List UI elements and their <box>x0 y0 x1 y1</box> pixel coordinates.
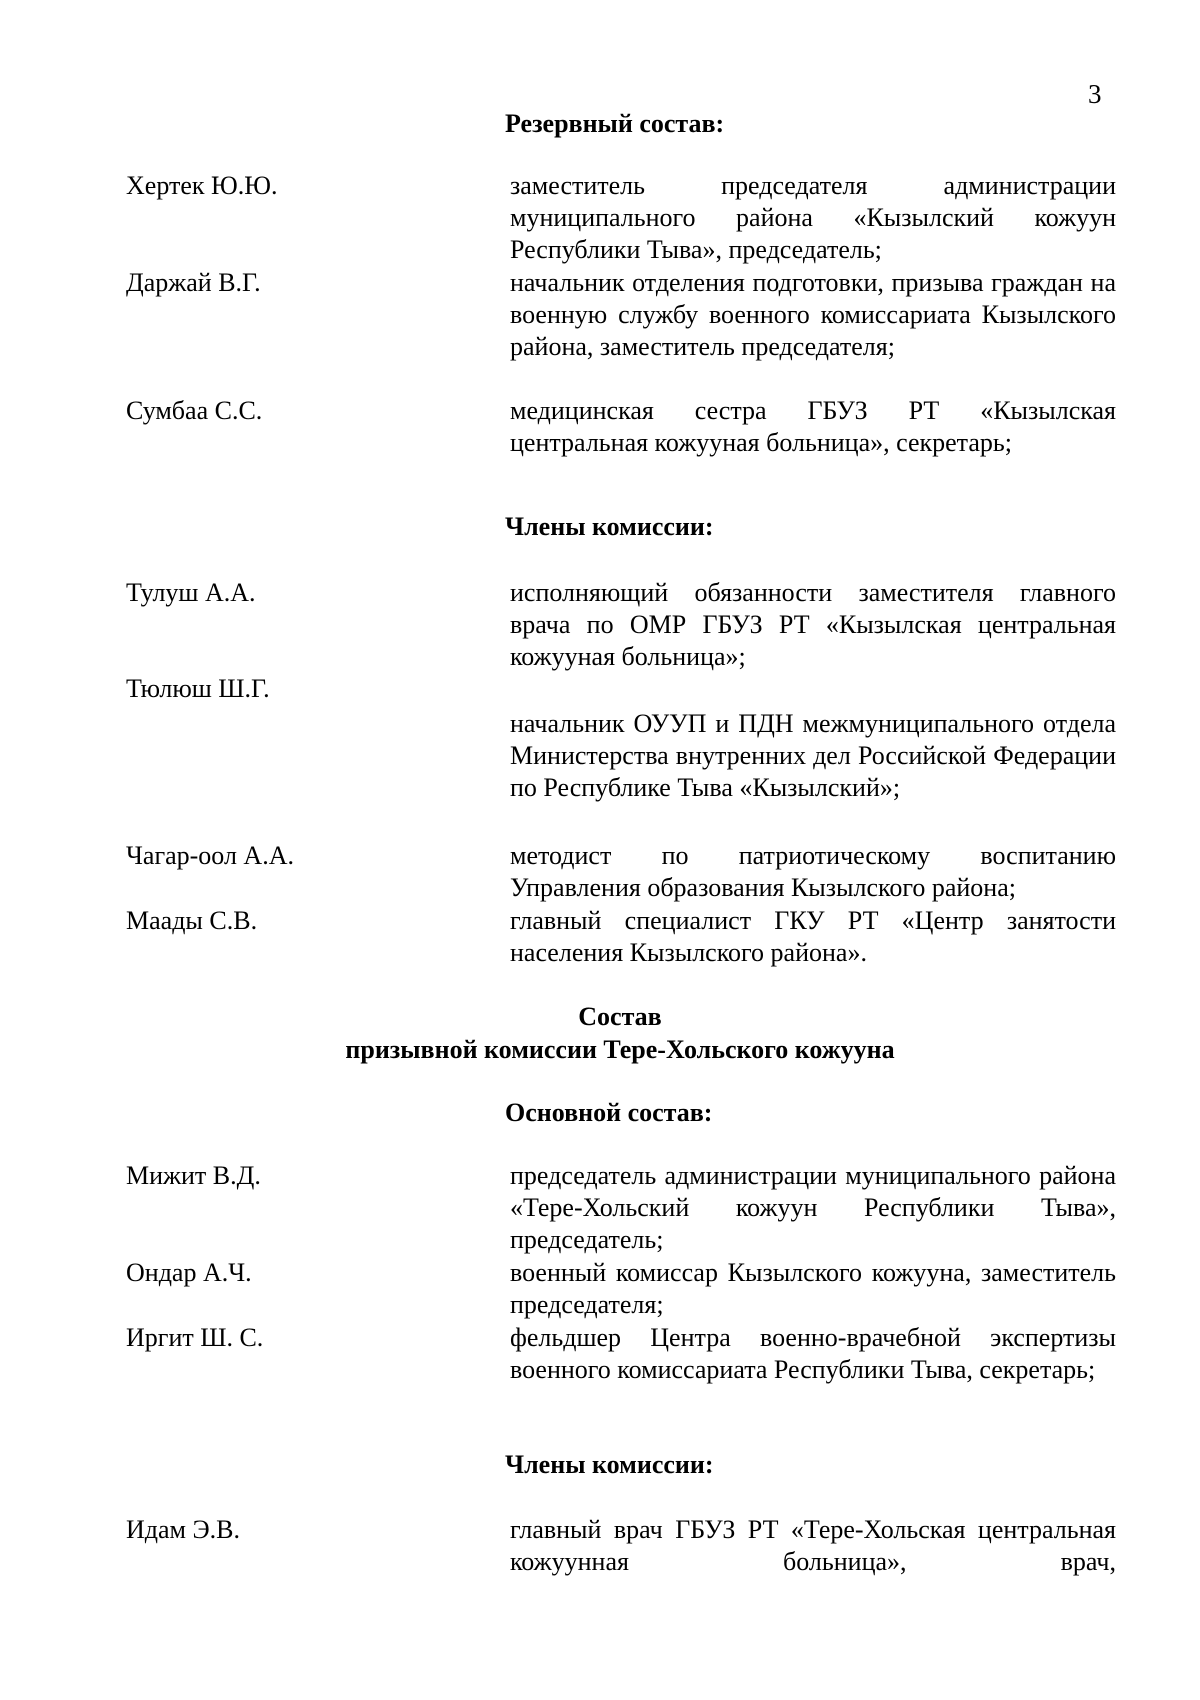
reserve-heading: Резервный состав: <box>505 109 725 138</box>
member-name: Даржай В.Г. <box>126 268 261 297</box>
member-description: медицинская сестра ГБУЗ РТ «Кызылская центральная кожууная больница», секретарь; <box>510 396 1116 457</box>
member-name: Тюлюш Ш.Г. <box>126 674 270 703</box>
member-name: Идам Э.В. <box>126 1515 241 1544</box>
member-description: заместитель председателя администрации муниципального района «Кызылский кожуун Республики Тыва», председатель; <box>510 171 1116 264</box>
member-description: председатель администрации муниципального района «Тере-Хольский кожуун Республики Тыва», председатель; <box>510 1161 1116 1254</box>
member-description: начальник ОУУП и ПДН межмуниципального отдела Министерства внутренних дел Российской Федерации по Республике Тыва «Кызылский»; <box>510 709 1116 802</box>
member-description: военный комиссар Кызылского кожууна, заместитель председателя; <box>510 1258 1116 1319</box>
member-description: главный специалист ГКУ РТ «Центр занятости населения Кызылского района». <box>510 906 1116 967</box>
member-description: главный врач ГБУЗ РТ «Тере-Хольская центральная кожуунная больница», врач, <box>510 1515 1116 1576</box>
member-name: Иргит Ш. С. <box>126 1323 264 1352</box>
member-name: Маады С.В. <box>126 906 258 935</box>
section-title <box>0 1000 1200 1066</box>
page-number: 3 <box>1088 79 1102 109</box>
member-description: фельдшер Центра военно-врачебной экспертизы военного комиссариата Республики Тыва, секретарь; <box>510 1323 1116 1384</box>
member-name: Тулуш А.А. <box>126 578 256 607</box>
members-heading: Члены комиссии: <box>505 512 714 541</box>
main-heading: Основной состав: <box>505 1098 713 1127</box>
section-title-line-1: Состав <box>578 1002 662 1031</box>
member-name: Сумбаа С.С. <box>126 396 263 425</box>
member-name: Хертек Ю.Ю. <box>126 171 278 200</box>
member-name: Мижит В.Д. <box>126 1161 261 1190</box>
members-heading: Члены комиссии: <box>505 1450 714 1479</box>
member-description: исполняющий обязанности заместителя главного врача по ОМР ГБУЗ РТ «Кызылская центральная кожууная больница»; <box>510 578 1116 671</box>
member-description: начальник отделения подготовки, призыва граждан на военную службу военного комиссариата Кызылского района, заместитель председателя; <box>510 268 1116 361</box>
member-description: методист по патриотическому воспитанию Управления образования Кызылского района; <box>510 841 1116 902</box>
section-title-line-2: призывной комиссии Тере-Хольского кожууна <box>345 1035 895 1064</box>
member-name: Чагар-оол А.А. <box>126 841 294 870</box>
member-name: Ондар А.Ч. <box>126 1258 252 1287</box>
